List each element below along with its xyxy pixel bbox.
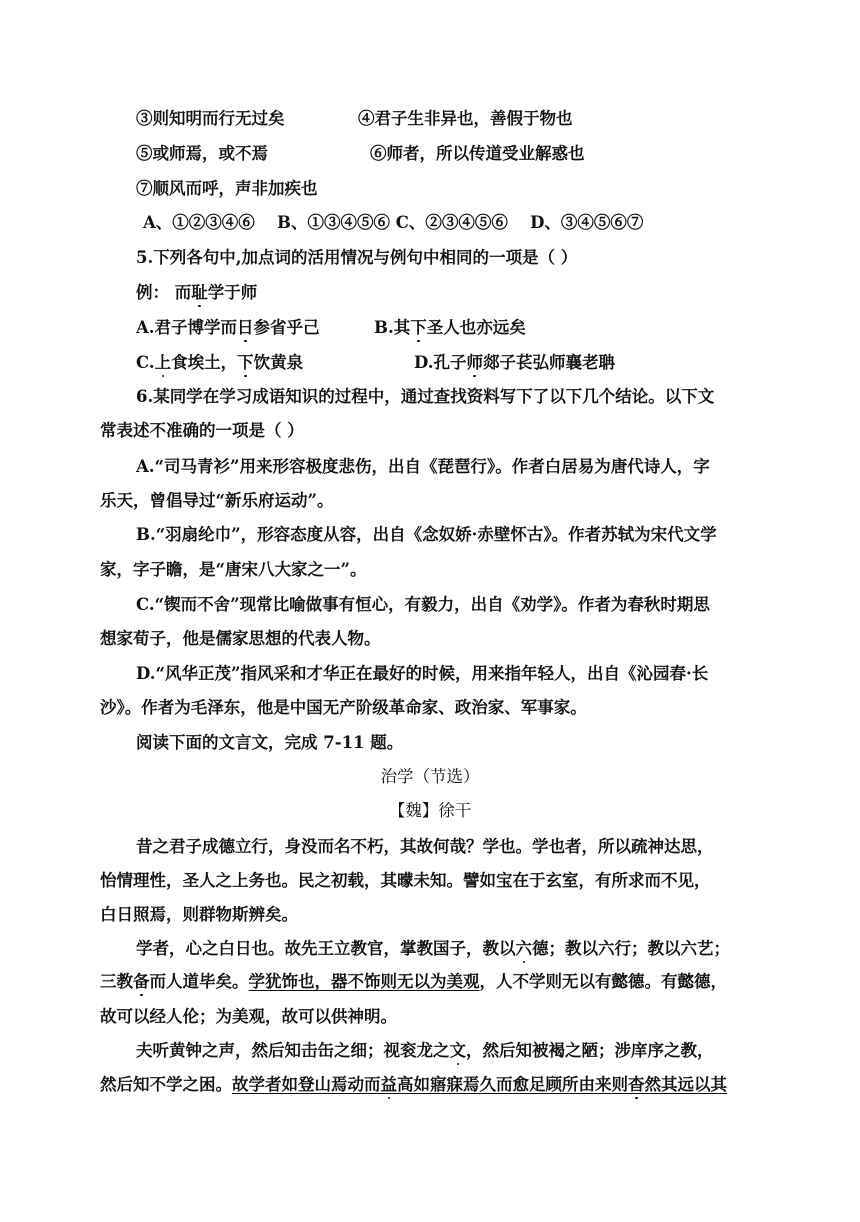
q5-option-c-dotted-word-2: 下 (237, 353, 254, 372)
q4-item-7: ⑦顺风而呼，声非加疾也 (136, 179, 318, 198)
q5-option-c-dotted-word-1: 上 (154, 353, 172, 372)
passage-p2-line-2 (100, 972, 727, 992)
q5-example-rest: 学于师 (207, 283, 258, 302)
q5-option-d (414, 353, 615, 373)
q5-option-c-text: C. (136, 353, 155, 372)
q6-stem-line-1: 6.某同学在学习成语知识的过程中，通过查找资料写下了以下几个结论。以下文 (136, 387, 715, 406)
passage-p2-line-3: 故可以经人伦；为美观，故可以供神明。 (100, 1007, 397, 1026)
q4-item-6: ⑥师者，所以传道受业解惑也 (370, 144, 585, 163)
q4-options: A、①②③④⑥ B、①③④⑤⑥ C、②③④⑤⑥ D、③④⑤⑥⑦ (143, 213, 644, 232)
q5-example-prefix: 例： 而 (136, 283, 192, 302)
q5-option-a (136, 318, 320, 338)
passage-p1-line-1: 昔之君子成德立行，身没而名不朽，其故何哉？学也。学也者，所以疏神达思， (136, 837, 714, 856)
q4-item-4: ④君子生非异也，善假于物也 (358, 109, 573, 128)
passage-p3-dotted-word-yao: 杳 (628, 1075, 645, 1094)
q6-option-b-line-1: B.“羽扇纶巾”，形容态度从容，出自《念奴娇·赤壁怀古》。作者苏轼为宋代文学 (136, 525, 717, 544)
passage-p2-dotted-word-liu: 六 (515, 939, 532, 958)
passage-p2-underlined-sentence: 学犹饰也，器不饰则无以为美观 (248, 972, 480, 991)
q5-option-d-rest: 郯子苌弘师襄老聃 (482, 353, 615, 372)
q5-option-c-mid: 食埃土， (171, 353, 238, 372)
q6-option-c-line-1: C.“锲而不舍”现常比喻做事有恒心，有毅力，出自《劝学》。作者为春秋时期思 (136, 595, 710, 614)
passage-p1-line-3: 白日照焉，则群物斯辨矣。 (100, 905, 298, 924)
q5-option-a-text: A.君子博学而 (136, 318, 238, 337)
q6-option-b-line-2: 家，字子瞻，是“唐宋八大家之一”。 (100, 560, 367, 579)
q6-option-d-line-1: D.“风华正茂”指风采和才华正在最好的时候，用来指年轻人，出自《沁园春·长 (136, 664, 709, 683)
passage-p3-line-2 (100, 1075, 727, 1095)
q5-stem: 5.下列各句中,加点词的活用情况与例句中相同的一项是（ ） (136, 248, 578, 267)
passage-p3-line-1-rest: ，然后知被褐之陋；涉庠序之教， (466, 1041, 714, 1060)
passage-p2-line-1-text: 学者，心之白日也。故先王立教官，掌教国子，教以 (136, 939, 516, 958)
q5-option-d-dotted-word: 师 (466, 353, 483, 372)
passage-title: 治学（节选） (380, 767, 480, 786)
passage-p2-line-1 (136, 939, 730, 959)
q5-option-c-rest: 饮黄泉 (253, 353, 304, 372)
passage-p3-line-1-text: 夫听黄钟之声，然后知击缶之细；视衮龙之 (136, 1041, 450, 1060)
q5-option-b-dotted-word: 下 (410, 318, 427, 337)
passage-p3-underlined-part-2: 高如寤寐焉久而愈足顾所由来则 (397, 1075, 628, 1094)
passage-p3-line-1 (136, 1041, 714, 1061)
passage-p3-underlined-part-3: 然其远以其 (644, 1075, 727, 1094)
q6-option-a-line-1: A.“司马青衫”用来形容极度悲伤，出自《琵琶行》。作者白居易为唐代诗人，字 (136, 457, 710, 476)
passage-p2-line-2-text: 三教 (100, 972, 133, 991)
q6-stem-line-2: 常表述不准确的一项是（ ） (100, 421, 304, 440)
q5-option-b-text: B.其 (374, 318, 411, 337)
q6-option-a-line-2: 乐天，曾倡导过“新乐府运动”。 (100, 491, 334, 510)
passage-p3-underlined-part-1: 故学者如登山焉动而 (232, 1075, 381, 1094)
passage-p2-line-2-mid: 而人道毕矣。 (149, 972, 249, 991)
q5-example-dotted-word: 耻 (191, 283, 208, 302)
q5-option-a-rest: 参省乎己 (253, 318, 320, 337)
q5-option-a-dotted-word: 日 (237, 318, 254, 337)
q5-option-d-text: D.孔子 (414, 353, 467, 372)
passage-author: 【魏】徐干 (388, 801, 472, 820)
passage-p3-dotted-word-yi: 益 (380, 1075, 397, 1094)
passage-p2-dotted-word-bei: 备 (133, 972, 150, 991)
passage-p3-underlined-sentence (232, 1075, 727, 1094)
reading-instruction: 阅读下面的文言文，完成 7-11 题。 (136, 733, 404, 752)
q6-option-d-line-2: 沙》。作者为毛泽东，他是中国无产阶级革命家、政治家、军事家。 (100, 698, 587, 717)
q5-option-b (374, 318, 526, 338)
q5-option-c (136, 353, 303, 373)
q5-example (136, 283, 257, 303)
passage-p2-line-2-rest: ，人不学则无以有懿德。有懿德， (479, 972, 727, 991)
passage-p3-dotted-word-wen: 文 (449, 1041, 466, 1060)
q5-option-b-rest: 圣人也亦远矣 (426, 318, 526, 337)
q6-option-c-line-2: 想家荀子，他是儒家思想的代表人物。 (100, 629, 381, 648)
q4-item-3: ③则知明而行无过矣 (136, 109, 285, 128)
passage-p3-line-2-text: 然后知不学之困。 (100, 1075, 232, 1094)
passage-p2-line-1-rest: 德；教以六行；教以六艺； (532, 939, 730, 958)
q4-item-5: ⑤或师焉，或不焉 (136, 144, 268, 163)
passage-p1-line-2: 怡情理性，圣人之上务也。民之初载，其曚未知。譬如宝在于玄室，有所求而不见， (100, 871, 711, 890)
